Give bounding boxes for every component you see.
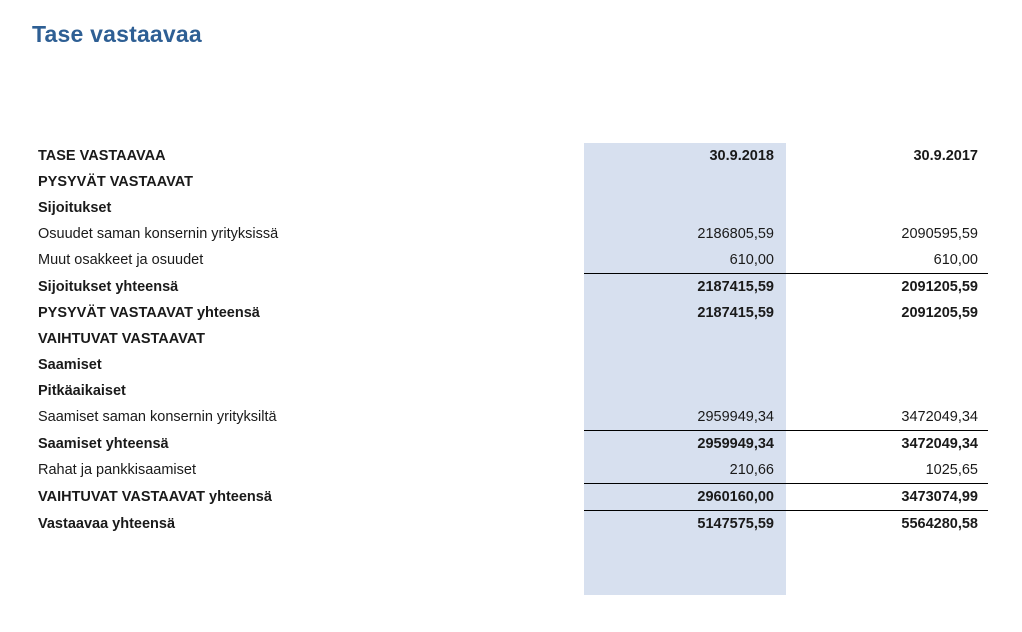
row-value-current — [584, 378, 786, 404]
table-row — [38, 352, 988, 378]
row-value-current: 30.9.2018 — [584, 143, 786, 169]
row-value-previous — [786, 378, 988, 404]
row-value-previous: 3472049,34 — [901, 409, 978, 425]
table-row — [38, 300, 988, 326]
row-value-previous — [786, 326, 988, 352]
row-value-previous: 3472049,34 — [786, 431, 988, 458]
row-value-current — [584, 169, 786, 195]
row-value-current: 5147575,59 — [584, 511, 786, 538]
row-value-current: 210,66 — [584, 457, 786, 484]
row-label: Saamiset yhteensä — [38, 435, 169, 452]
row-value-current: 2959949,34 — [584, 404, 786, 431]
row-value-current — [584, 326, 786, 352]
table-row — [38, 274, 988, 301]
table-row — [38, 484, 988, 511]
row-value-previous: 2091205,59 — [901, 305, 978, 321]
table-row — [38, 404, 988, 431]
row-label: PYSYVÄT VASTAAVAT — [38, 174, 193, 190]
row-label: PYSYVÄT VASTAAVAT yhteensä — [38, 305, 260, 321]
row-value-current — [584, 352, 786, 378]
table-row — [38, 247, 988, 274]
row-label: Sijoitukset — [38, 200, 112, 216]
row-value-current: 2187415,59 — [584, 300, 786, 326]
table-body — [38, 143, 988, 537]
row-value-current: 610,00 — [584, 247, 786, 274]
row-value-previous: 2090595,59 — [901, 226, 978, 242]
row-value-previous — [786, 169, 988, 195]
row-value-previous: 30.9.2017 — [913, 148, 978, 164]
row-label: TASE VASTAAVAA — [38, 148, 166, 164]
table-row — [38, 221, 988, 247]
row-label: Muut osakkeet ja osuudet — [38, 252, 204, 269]
table-row — [38, 143, 988, 169]
row-value-current: 2960160,00 — [584, 484, 786, 511]
table-row — [38, 326, 988, 352]
row-value-previous: 610,00 — [933, 252, 978, 268]
row-label: Osuudet saman konsernin yrityksissä — [38, 226, 279, 242]
row-value-previous — [786, 195, 988, 221]
row-value-current — [584, 195, 786, 221]
row-value-current: 2187415,59 — [584, 274, 786, 301]
row-value-previous: 3473074,99 — [786, 484, 988, 511]
row-value-current: 2186805,59 — [584, 221, 786, 247]
row-value-previous: 5564280,58 — [786, 511, 988, 538]
row-value-previous: 2091205,59 — [786, 274, 988, 301]
row-value-previous: 1025,65 — [925, 462, 978, 478]
page-title: Tase vastaavaa — [32, 21, 202, 47]
row-label: Rahat ja pankkisaamiset — [38, 462, 196, 479]
table-row — [38, 195, 988, 221]
row-value-previous — [786, 352, 988, 378]
row-label: VAIHTUVAT VASTAAVAT yhteensä — [38, 489, 272, 505]
row-label: Vastaavaa yhteensä — [38, 515, 176, 532]
row-label: VAIHTUVAT VASTAAVAT — [38, 331, 206, 347]
row-label: Pitkäaikaiset — [38, 383, 126, 399]
row-label: Saamiset saman konsernin yrityksiltä — [38, 409, 277, 426]
balance-sheet-table — [38, 143, 988, 537]
table-row — [38, 378, 988, 404]
row-label: Saamiset — [38, 357, 102, 373]
table-row — [38, 169, 988, 195]
row-label: Sijoitukset yhteensä — [38, 278, 179, 295]
table-row — [38, 511, 988, 538]
table-row — [38, 431, 988, 458]
table-row — [38, 457, 988, 484]
row-value-current: 2959949,34 — [584, 431, 786, 458]
